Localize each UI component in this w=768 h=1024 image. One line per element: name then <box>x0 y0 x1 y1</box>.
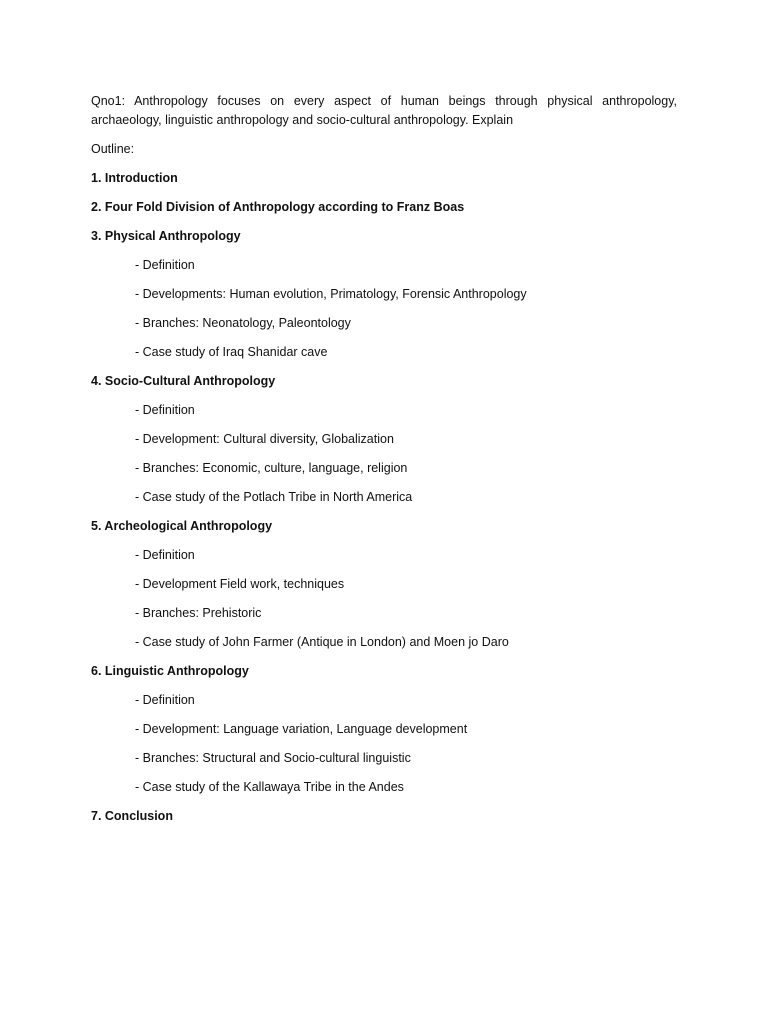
question-text: Qno1: Anthropology focuses on every aspect of human beings through physical anthropology, archaeology, linguistic anthropology and socio-cultural anthropology. Explain <box>91 94 677 127</box>
outline-item: - Branches: Neonatology, Paleontology <box>135 316 351 330</box>
section-heading-socio-cultural-anthropology: 4. Socio-Cultural Anthropology <box>91 374 276 388</box>
section-heading-introduction: 1. Introduction <box>91 171 178 185</box>
outline-item: - Development: Language variation, Language development <box>135 722 468 736</box>
outline-item: - Case study of the Kallawaya Tribe in the Andes <box>135 780 404 794</box>
section-heading-archeological-anthropology: 5. Archeological Anthropology <box>91 519 273 533</box>
outline-item: - Case study of John Farmer (Antique in London) and Moen jo Daro <box>135 635 509 649</box>
section-heading-linguistic-anthropology: 6. Linguistic Anthropology <box>91 664 249 678</box>
outline-item: - Definition <box>135 258 195 272</box>
outline-item: - Definition <box>135 403 195 417</box>
outline-item: - Definition <box>135 693 195 707</box>
outline-item: - Branches: Prehistoric <box>135 606 262 620</box>
outline-item: - Definition <box>135 548 195 562</box>
section-heading-four-fold-division: 2. Four Fold Division of Anthropology according to Franz Boas <box>91 200 465 214</box>
document-body <box>91 92 677 836</box>
outline-item: - Branches: Structural and Socio-cultural linguistic <box>135 751 411 765</box>
outline-item: - Development Field work, techniques <box>135 577 345 591</box>
outline-label: Outline: <box>91 142 135 156</box>
outline-item: - Developments: Human evolution, Primatology, Forensic Anthropology <box>135 287 527 301</box>
outline-item: - Branches: Economic, culture, language, religion <box>135 461 408 475</box>
section-heading-conclusion: 7. Conclusion <box>91 809 173 823</box>
outline-item: - Case study of the Potlach Tribe in North America <box>135 490 413 504</box>
outline-item: - Development: Cultural diversity, Globalization <box>135 432 394 446</box>
section-heading-physical-anthropology: 3. Physical Anthropology <box>91 229 241 243</box>
outline-item: - Case study of Iraq Shanidar cave <box>135 345 328 359</box>
